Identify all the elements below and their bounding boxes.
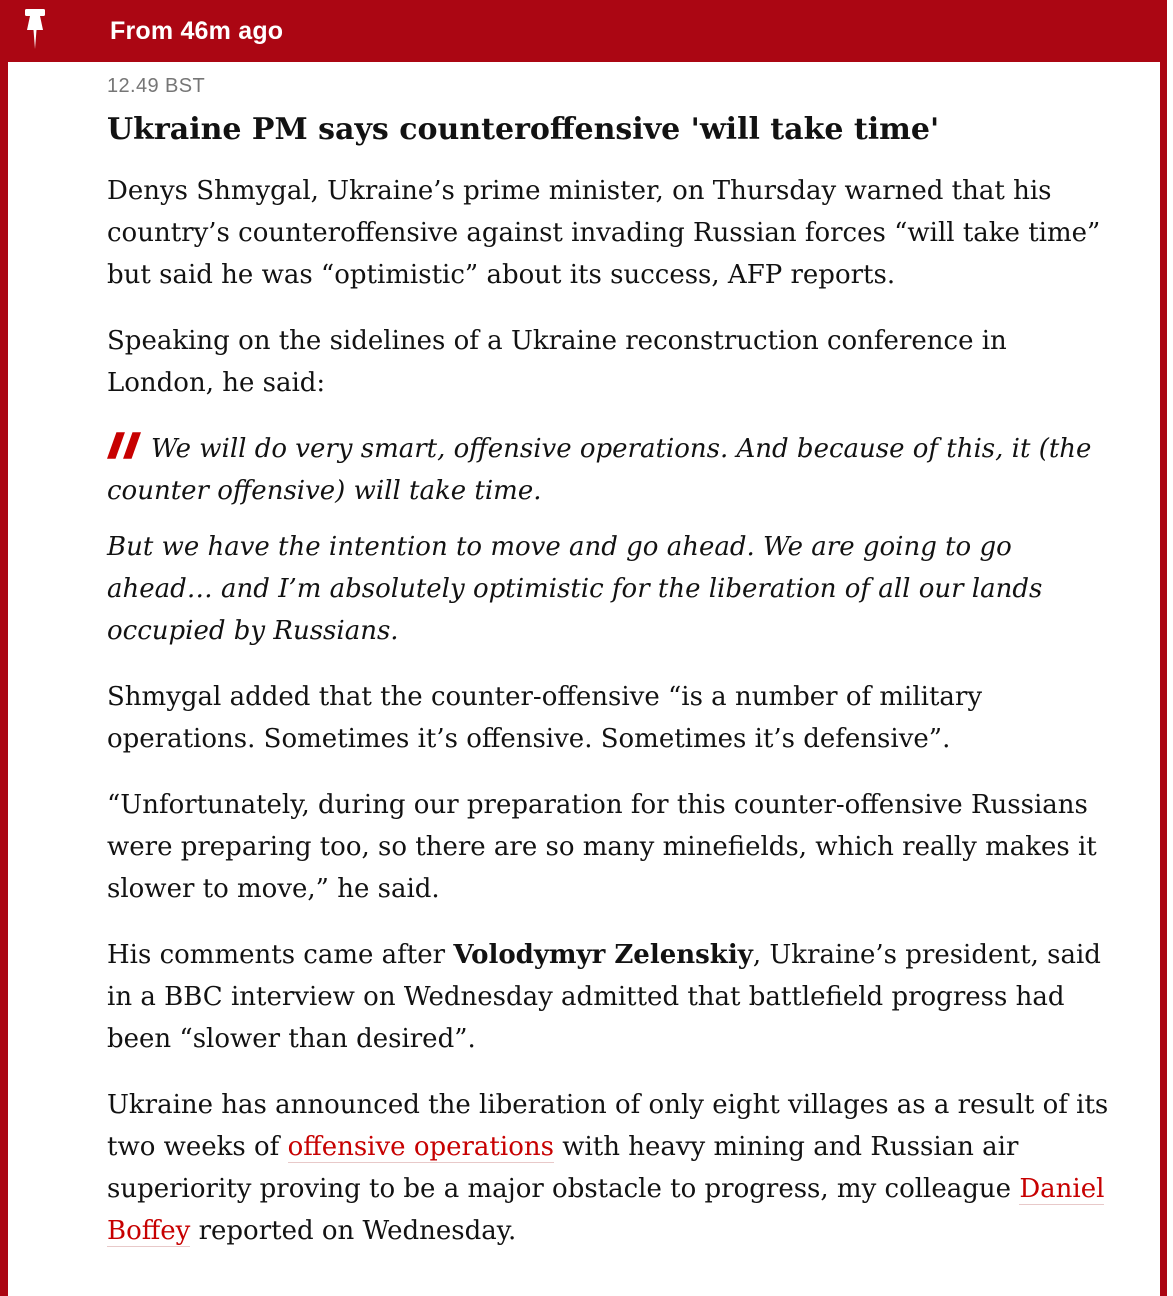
pin-icon [22, 9, 48, 53]
bold-name-zelenskiy: Volodymyr Zelenskiy [453, 940, 753, 970]
paragraph [107, 934, 1110, 1060]
quote-text: We will do very smart, offensive operations. And because of this, it (the counter offensive) will take time. [107, 434, 1092, 506]
text-segment: reported on Wednesday. [190, 1216, 517, 1246]
text-segment: , Ukraine’s president, said in a BBC interview on Wednesday admitted that battlefield progress had been “slower than desired”. [107, 940, 1101, 1054]
post-headline: Ukraine PM says counteroffensive 'will take time' [107, 112, 940, 147]
pinned-post-header[interactable] [8, 0, 1160, 62]
text-segment: with heavy mining and Russian air superiority proving to be a major obstacle to progress, my colleague [107, 1132, 1020, 1204]
quote-paragraph [107, 428, 1110, 512]
paragraph: Denys Shmygal, Ukraine’s prime minister, on Thursday warned that his country’s counteroffensive against invading Russian forces “will take time” but said he was “optimistic” about its success, AFP reports. [107, 176, 1101, 290]
paragraph: “Unfortunately, during our preparation for this counter-offensive Russians were preparing too, so there are so many minefields, which really makes it slower to move,” he said. [107, 790, 1097, 904]
double-quotation-marks-icon [107, 428, 141, 470]
quote-paragraph: But we have the intention to move and go ahead. We are going to go ahead… and I’m absolutely optimistic for the liberation of all our lands occupied by Russians. [107, 532, 1043, 646]
paragraph [107, 1084, 1110, 1252]
daniel-boffey-link[interactable]: Daniel Boffey [107, 1174, 1105, 1246]
offensive-operations-link[interactable]: offensive operations [287, 1132, 554, 1162]
text-segment: Ukraine has announced the liberation of only eight villages as a result of its two weeks of [107, 1090, 1109, 1162]
quote-block [107, 428, 1110, 652]
text-segment: His comments came after [107, 940, 454, 970]
paragraph: Speaking on the sidelines of a Ukraine reconstruction conference in London, he said: [107, 326, 1007, 398]
pinned-post-header-label: From 46m ago [110, 16, 284, 45]
post-content [8, 62, 1160, 1296]
post-timestamp: 12.49 BST [107, 75, 206, 97]
paragraph: Shmygal added that the counter-offensive “is a number of military operations. Sometimes it’s offensive. Sometimes it’s defensive”. [107, 682, 983, 754]
